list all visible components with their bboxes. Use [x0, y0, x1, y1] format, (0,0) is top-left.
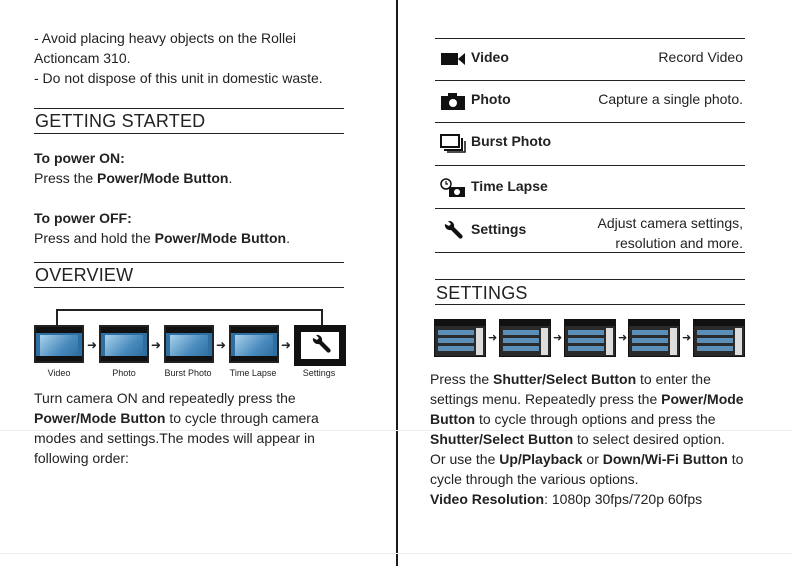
power-on-heading: To power ON: [34, 150, 125, 166]
mode-name: Video [471, 49, 509, 65]
arrow-icon: ➜ [488, 332, 498, 344]
rule [435, 165, 745, 166]
cycle-connector [56, 309, 323, 325]
settings-para-1: Press the Shutter/Select Button to enter the [430, 371, 711, 387]
rule [34, 133, 344, 134]
mode-row-burst [435, 122, 745, 164]
overview-label-settings: Settings [302, 368, 336, 378]
overview-label-photo: Photo [112, 368, 136, 378]
mode-row-photo [435, 80, 745, 122]
arrow-icon: ➜ [216, 338, 227, 352]
power-off-heading: To power OFF: [34, 210, 132, 226]
mode-row-settings [435, 210, 745, 252]
power-on-text: Press the Power/Mode Button. [34, 170, 233, 186]
overview-para-4: following order: [34, 450, 129, 466]
overview-para-3: modes and settings.The modes will appear in [34, 430, 315, 446]
settings-para-7: Video Resolution: 1080p 30fps/720p 60fps [430, 491, 703, 507]
overview-para-2: Power/Mode Button to cycle through camera [34, 410, 319, 426]
settings-title: SETTINGS [436, 283, 528, 303]
overview-thumb-timelapse [229, 325, 279, 363]
overview-label-burst: Burst Photo [164, 368, 212, 378]
overview-thumb-photo [99, 325, 149, 363]
mode-desc: Record Video [658, 49, 743, 65]
warning-line-1: - Avoid placing heavy objects on the Rollei [34, 30, 297, 46]
faint-separator-bottom [0, 553, 792, 554]
rule [34, 287, 344, 288]
power-off-text: Press and hold the Power/Mode Button. [34, 230, 290, 246]
settings-menu-thumb-3 [564, 319, 616, 357]
settings-para-3: Button to cycle through options and press the [430, 411, 716, 427]
overview-label-video: Video [47, 368, 71, 378]
mode-row-video [435, 38, 745, 80]
settings-para-6: cycle through the various options. [430, 471, 639, 487]
mode-row-timelapse [435, 167, 745, 209]
mode-desc: Adjust camera settings, resolution and more. [597, 215, 743, 251]
wrench-icon [301, 332, 339, 359]
settings-menu-thumb-4 [628, 319, 680, 357]
burst-photo-icon [440, 133, 466, 153]
video-camera-icon [440, 49, 466, 69]
overview-label-timelapse: Time Lapse [229, 368, 277, 378]
rule [435, 304, 745, 305]
timelapse-icon [440, 178, 466, 198]
settings-menu-thumb-2 [499, 319, 551, 357]
mode-name: Burst Photo [471, 133, 552, 149]
mode-name: Time Lapse [471, 178, 548, 194]
arrow-icon: ➜ [281, 338, 292, 352]
arrow-icon: ➜ [618, 332, 628, 344]
page-divider [396, 0, 398, 566]
warning-line-2: Actioncam 310. [34, 50, 131, 66]
settings-para-5: Or use the Up/Playback or Down/Wi-Fi Button to [430, 451, 744, 467]
overview-title: OVERVIEW [35, 265, 134, 285]
settings-para-2: settings menu. Repeatedly press the Power/Mode [430, 391, 744, 407]
wrench-icon [440, 221, 466, 241]
camera-icon [440, 91, 466, 111]
getting-started-title: GETTING STARTED [35, 111, 206, 131]
warning-line-3: - Do not dispose of this unit in domestic waste. [34, 70, 323, 86]
arrow-icon: ➜ [682, 332, 692, 344]
arrow-icon: ➜ [87, 338, 98, 352]
settings-menu-thumb-5 [693, 319, 745, 357]
rule [435, 279, 745, 280]
mode-name: Photo [471, 91, 511, 107]
settings-para-4: Shutter/Select Button to select desired option. [430, 431, 725, 447]
rule [435, 252, 745, 253]
overview-para-1: Turn camera ON and repeatedly press the [34, 390, 296, 406]
arrow-icon: ➜ [151, 338, 162, 352]
mode-desc: Capture a single photo. [598, 91, 743, 107]
rule [34, 108, 344, 109]
rule [435, 208, 745, 209]
overview-thumb-video [34, 325, 84, 363]
arrow-icon: ➜ [553, 332, 563, 344]
rule [34, 262, 344, 263]
overview-thumb-settings [294, 325, 346, 366]
settings-menu-thumb-1 [434, 319, 486, 357]
mode-name: Settings [471, 221, 527, 237]
overview-thumb-burst [164, 325, 214, 363]
